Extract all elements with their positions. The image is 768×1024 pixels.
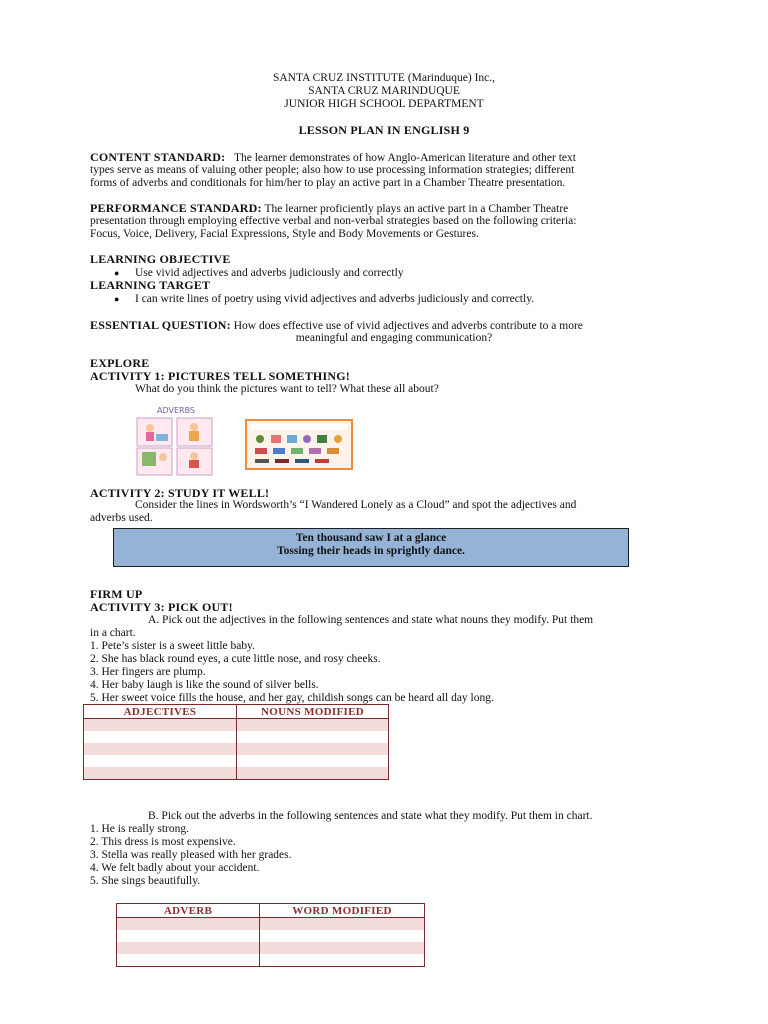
child-figure-icon (190, 423, 198, 431)
column-header: ADVERB (117, 904, 260, 918)
table-cell[interactable] (84, 767, 237, 780)
picture-cell (137, 418, 172, 446)
activity1-prompt: What do you think the pictures want to tell? What these all about? (135, 383, 439, 395)
partA-line1: A. Pick out the adjectives in the following sentences and state what nouns they modify. Put them (148, 614, 594, 626)
list-item: 5. Her sweet voice fills the house, and her gay, childish songs can be heard all day long. (90, 692, 494, 704)
table-row (84, 767, 389, 780)
activity2-title: ACTIVITY 2: STUDY IT WELL! (90, 486, 270, 500)
adverbs-picture (136, 402, 214, 476)
list-item: 1. He is really strong. (90, 823, 190, 835)
table-cell[interactable] (117, 918, 260, 931)
picture-object-icon (295, 459, 309, 463)
column-header: NOUNS MODIFIED (237, 705, 389, 719)
list-item: 5. She sings beautifully. (90, 875, 201, 887)
table-cell[interactable] (260, 930, 425, 942)
table-header-row (84, 705, 389, 719)
picture-header (251, 424, 347, 430)
adverbs-caption: ADVERBS (156, 406, 196, 415)
table-cell[interactable] (237, 719, 389, 732)
list-item: 1. Pete’s sister is a sweet little baby. (90, 640, 256, 652)
poem-line2: Tossing their heads in sprightly dance. (277, 545, 465, 557)
picture-object-icon (255, 459, 269, 463)
picture-object-icon (291, 448, 303, 454)
learning-target-label: LEARNING TARGET (90, 278, 211, 292)
essential-question-line1 (90, 319, 583, 333)
table-row (117, 930, 425, 942)
house-icon (142, 452, 156, 466)
content-standard-label: CONTENT STANDARD: (90, 150, 226, 164)
content-standard-line2: types serve as means of valuing other people; also how to use processing information strategies; different (90, 164, 575, 176)
table-cell[interactable] (117, 930, 260, 942)
picture-object-icon (315, 459, 329, 463)
learning-objective-item: Use vivid adjectives and adverbs judiciously and correctly (135, 267, 404, 279)
table-row (84, 731, 389, 743)
activity2-line2: adverbs used. (90, 512, 153, 524)
child-figure-icon (189, 431, 199, 441)
department-name: JUNIOR HIGH SCHOOL DEPARTMENT (284, 98, 484, 110)
list-item: 2. This dress is most expensive. (90, 836, 236, 848)
school-location: SANTA CRUZ MARINDUQUE (308, 85, 460, 97)
activity1-title: ACTIVITY 1: PICTURES TELL SOMETHING! (90, 369, 350, 383)
essential-question-label: ESSENTIAL QUESTION: (90, 318, 231, 332)
table-cell[interactable] (84, 731, 237, 743)
table-cell[interactable] (84, 719, 237, 732)
table-cell[interactable] (260, 954, 425, 967)
adjectives-chart (83, 704, 389, 780)
table-row (84, 719, 389, 732)
bullet-icon: ● (114, 294, 120, 304)
table-row (117, 942, 425, 954)
table-cell[interactable] (237, 731, 389, 743)
table-cell[interactable] (117, 954, 260, 967)
picture-object-icon (255, 448, 267, 454)
column-header: ADJECTIVES (84, 705, 237, 719)
table-cell[interactable] (117, 942, 260, 954)
content-standard-text1: The learner demonstrates of how Anglo-American literature and other text (233, 152, 576, 164)
essential-question-text1: How does effective use of vivid adjectives and adverbs contribute to a more (233, 320, 583, 332)
picture-object-icon (275, 459, 289, 463)
essential-question-line2: meaningful and engaging communication? (295, 332, 493, 344)
child-figure-icon (146, 432, 154, 441)
picture-object-icon (317, 435, 327, 443)
school-name: SANTA CRUZ INSTITUTE (Marinduque) Inc., (272, 72, 495, 84)
list-item: 4. Her baby laugh is like the sound of silver bells. (90, 679, 319, 691)
picture-object-icon (256, 435, 264, 443)
poem-box (113, 528, 629, 567)
table-row (84, 755, 389, 767)
learning-target-item: I can write lines of poetry using vivid adjectives and adverbs judiciously and correctly. (135, 293, 535, 305)
page-title: LESSON PLAN IN ENGLISH 9 (298, 123, 470, 137)
table-cell[interactable] (260, 942, 425, 954)
performance-standard-line2: presentation through employing effective verbal and non-verbal strategies based on the following criteria: (90, 215, 577, 227)
learning-objective-label: LEARNING OBJECTIVE (90, 252, 231, 266)
activity2-line1: Consider the lines in Wordsworth’s “I Wandered Lonely as a Cloud” and spot the adjectives and (135, 499, 577, 511)
list-item: 3. Stella was really pleased with her grades. (90, 849, 292, 861)
poem-line1: Ten thousand saw I at a glance (295, 532, 447, 544)
adjectives-picture (245, 419, 353, 470)
child-figure-icon (190, 452, 198, 460)
column-header: WORD MODIFIED (260, 904, 425, 918)
child-figure-icon (159, 453, 167, 461)
content-standard-line1 (90, 151, 576, 165)
bullet-icon: ● (114, 268, 120, 278)
picture-object-icon (334, 435, 342, 443)
table-row (84, 743, 389, 755)
table-cell[interactable] (237, 767, 389, 780)
table-cell[interactable] (237, 755, 389, 767)
list-item: 3. Her fingers are plump. (90, 666, 206, 678)
picture-object-icon (303, 435, 311, 443)
child-figure-icon (146, 424, 154, 432)
table-cell[interactable] (84, 743, 237, 755)
firm-up-label: FIRM UP (90, 587, 143, 601)
performance-standard-label: PERFORMANCE STANDARD: (90, 201, 262, 215)
content-standard-line3: forms of adverbs and conditionals for him/her to play an active part in a Chamber Theatre presentation. (90, 177, 566, 189)
picture-object-icon (309, 448, 321, 454)
table-row (117, 918, 425, 931)
list-item: 4. We felt badly about your accident. (90, 862, 260, 874)
list-item: 2. She has black round eyes, a cute little nose, and rosy cheeks. (90, 653, 381, 665)
activity3-title: ACTIVITY 3: PICK OUT! (90, 600, 233, 614)
performance-standard-text1: The learner proficiently plays an active part in a Chamber Theatre (264, 203, 569, 215)
performance-standard-line1 (90, 202, 568, 216)
desk-icon (156, 434, 168, 441)
performance-standard-line3: Focus, Voice, Delivery, Facial Expressions, Style and Body Movements or Gestures. (90, 228, 479, 240)
child-figure-icon (189, 460, 199, 468)
partA-line2: in a chart. (90, 627, 136, 639)
picture-object-icon (271, 435, 281, 443)
table-header-row (117, 904, 425, 918)
picture-object-icon (287, 435, 297, 443)
table-cell[interactable] (84, 755, 237, 767)
picture-object-icon (327, 448, 339, 454)
explore-label: EXPLORE (90, 356, 150, 370)
adverbs-chart (116, 903, 425, 967)
picture-object-icon (273, 448, 285, 454)
partB-line1: B. Pick out the adverbs in the following sentences and state what they modify. Put them in chart. (148, 810, 593, 822)
table-row (117, 954, 425, 967)
table-cell[interactable] (260, 918, 425, 931)
table-cell[interactable] (237, 743, 389, 755)
